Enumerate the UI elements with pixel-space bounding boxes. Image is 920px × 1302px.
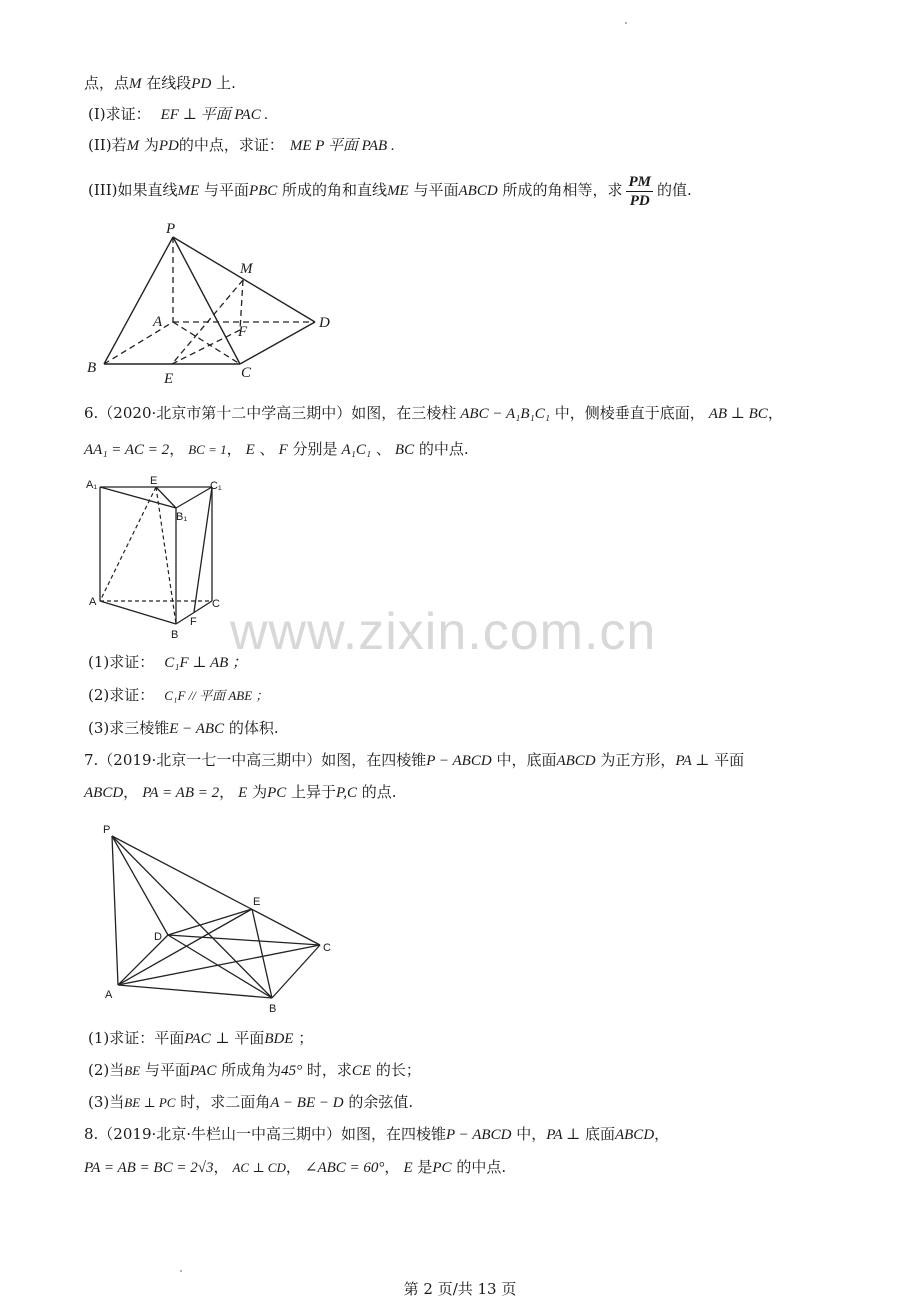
- q7-l2d: ，: [219, 783, 235, 801]
- q7-part1-pac: PAC: [184, 1031, 211, 1047]
- q7-pyr: P − ABCD: [426, 753, 492, 769]
- q5-part2-m: M: [126, 138, 140, 154]
- q7-label-B: B: [269, 1003, 277, 1015]
- intro-prefix: 点，点: [84, 74, 130, 92]
- q5-part2-mid: 为: [139, 136, 159, 154]
- q5-part2-rest: 的中点，求证：: [178, 136, 284, 154]
- q5-part3-c: 所成的角和直线: [277, 181, 388, 199]
- q8-header-d: ，: [654, 1125, 670, 1143]
- q6-part3-tail: 的体积.: [224, 719, 279, 737]
- q6-part1-expr: C₁F ⊥ AB ；: [164, 655, 248, 671]
- watermark-text: www.zixin.com.cn: [230, 603, 657, 661]
- q8-header-c: 底面: [580, 1125, 615, 1143]
- q5-label-C: C: [241, 365, 252, 381]
- corner-dot-bottom: [180, 1270, 182, 1272]
- q6-l2b: ，: [169, 440, 185, 458]
- q7-label-D: D: [154, 931, 162, 943]
- intro-mid: 在线段: [141, 74, 192, 92]
- q7-part2-mid2: 所成角为: [216, 1061, 282, 1079]
- q6-part3-num: (3)求三棱锥: [88, 719, 170, 737]
- q8-l2j: 的中点.: [451, 1158, 507, 1176]
- q7-label-A: A: [105, 989, 113, 1001]
- q7-label-C: C: [323, 942, 331, 954]
- q8-l2h: 是: [412, 1158, 433, 1176]
- q7-part2-tail: 的长；: [371, 1061, 421, 1079]
- q7-part2-ce: CE: [351, 1063, 372, 1079]
- q6-label-C: C: [212, 598, 220, 610]
- q7-part3-expr: BE ⊥ PC: [124, 1095, 176, 1110]
- q7-l2f: 为: [247, 783, 268, 801]
- q5-part3-e: 所成的角相等，求: [497, 181, 623, 199]
- q8-l2d: ，: [285, 1158, 301, 1176]
- q5-label-E: E: [164, 371, 174, 387]
- q7-part2-deg: 45°: [281, 1063, 303, 1079]
- q6-label-C1: C₁: [210, 480, 222, 492]
- q5-part2-pd: PD: [158, 138, 179, 154]
- corner-dot-top: [625, 22, 627, 24]
- q8-pyr: P − ABCD: [446, 1127, 512, 1143]
- q5-part3-f: 的值.: [656, 181, 692, 199]
- q7-part3-num: (3)当: [88, 1093, 125, 1111]
- q8-header: 8.（2019·北京·牛栏山一中高三期中）如图，在四棱锥: [84, 1125, 447, 1143]
- q7-pa: PA ⊥: [675, 753, 710, 769]
- q7-header-b: 中，底面: [491, 751, 557, 769]
- q5-part3-me2: ME: [387, 183, 409, 199]
- q6-label-A: A: [89, 596, 97, 608]
- q6-l2l: 的中点.: [414, 440, 469, 458]
- q6-label-F: F: [190, 616, 197, 628]
- q6-l2f: 、: [254, 440, 275, 458]
- q5-label-A: A: [153, 314, 163, 330]
- q5-label-F: F: [238, 324, 248, 340]
- q5-part3-d: 与平面: [408, 181, 459, 199]
- q5-fraction-den: PD: [629, 192, 650, 209]
- q6-label-B: B: [171, 629, 179, 641]
- q5-part2-expr: ME P 平面 PAB .: [289, 138, 395, 154]
- q7-part3: [88, 1091, 413, 1114]
- q8-line1: [84, 1123, 669, 1146]
- q7-part2-mid: 与平面: [140, 1061, 190, 1079]
- q8-l2i: PC: [432, 1160, 452, 1176]
- q6-cond1-tail: ，: [767, 404, 783, 422]
- q6-l2g: F: [278, 442, 288, 458]
- intro-pd: PD: [191, 76, 212, 92]
- intro-suffix: 上.: [211, 74, 236, 92]
- q5-part3-b: 与平面: [199, 181, 249, 199]
- q5-label-B: B: [87, 360, 97, 376]
- q8-pa: PA ⊥: [546, 1127, 581, 1143]
- q6-l2c: BC = 1: [188, 442, 227, 457]
- q7-part3-ang: A − BE − D: [270, 1095, 344, 1111]
- q6-header-tail: 中，侧棱垂直于底面，: [549, 404, 705, 422]
- q6-prism: ABC − A₁B₁C₁: [460, 406, 550, 422]
- q7-header-c: 为正方形，: [595, 751, 676, 769]
- q5-part3-abcd: ABCD: [458, 183, 498, 199]
- q8-l2c: AC ⊥ CD: [232, 1160, 286, 1175]
- q7-part1-bde: BDE: [264, 1031, 294, 1047]
- q7-label-E: E: [253, 896, 261, 908]
- q8-line2: [84, 1156, 506, 1179]
- q6-l2i: A₁C₁: [341, 442, 372, 458]
- q6-label-B1: B₁: [176, 511, 188, 523]
- q5-part1-expr: EF ⊥ 平面 PAC .: [160, 107, 269, 123]
- q5-part3-pbc: PBC: [248, 183, 278, 199]
- q7-part1: [88, 1027, 313, 1050]
- q5-label-D: D: [319, 315, 330, 331]
- q7-header-d: 平面: [709, 751, 745, 769]
- q7-l2b: ，: [123, 783, 139, 801]
- q7-l2g: PC: [267, 785, 287, 801]
- intro-m: M: [129, 76, 142, 92]
- q5-part3-a: (III)如果直线: [88, 181, 178, 199]
- q6-part2-expr: C₁F // 平面 ABE ；: [164, 688, 269, 703]
- q5-fraction-num: PM: [628, 173, 651, 190]
- q7-l2j: 的点.: [357, 783, 397, 801]
- q6-l2d: ，: [226, 440, 242, 458]
- q7-l2i: P,C: [336, 785, 358, 801]
- q6-label-A1: A₁: [86, 479, 98, 491]
- q6-part3-expr: E − ABC: [169, 721, 225, 737]
- q8-l2g: E: [403, 1160, 413, 1176]
- q8-l2b: ，: [213, 1158, 229, 1176]
- q6-part1-num: (1)求证：: [88, 653, 155, 671]
- q8-header-b: 中，: [511, 1125, 547, 1143]
- q5-part1-num: (I)求证：: [88, 105, 151, 123]
- q6-label-E: E: [150, 475, 158, 487]
- q7-part1-tail: ；: [293, 1029, 314, 1047]
- q7-abcd: ABCD: [556, 753, 596, 769]
- q8-l2f: ，: [384, 1158, 400, 1176]
- q7-part3-mid: 时，求二面角: [175, 1093, 271, 1111]
- q6-part2-num: (2)求证：: [88, 686, 155, 704]
- q6-cond1: AB ⊥ BC: [708, 406, 768, 422]
- q7-part3-tail: 的余弦值.: [343, 1093, 414, 1111]
- q7-l2e: E: [238, 785, 248, 801]
- q5-label-M: M: [240, 261, 253, 277]
- q6-header: 6.（2020·北京市第十二中学高三期中）如图，在三棱柱: [84, 404, 457, 422]
- q7-part1-mid: ⊥ 平面: [210, 1029, 265, 1047]
- q7-part2-mid3: 时，求: [302, 1061, 352, 1079]
- q8-abcd: ABCD: [614, 1127, 655, 1143]
- q8-l2e: ∠ABC = 60°: [304, 1160, 385, 1176]
- q7-l2h: 上异于: [286, 783, 337, 801]
- q6-l2a: AA₁ = AC = 2: [84, 442, 170, 458]
- q6-l2k: BC: [394, 442, 415, 458]
- q7-part2-num: (2)当: [88, 1061, 125, 1079]
- q5-part2-num: (II)若: [88, 136, 127, 154]
- q5-label-P: P: [166, 221, 176, 237]
- q7-header: 7.（2019·北京一七一中高三期中）如图，在四棱锥: [84, 751, 427, 769]
- q8-l2a: PA = AB = BC = 2√3: [84, 1160, 214, 1176]
- q6-l2j: 、: [371, 440, 391, 458]
- q5-part3-me1: ME: [177, 183, 200, 199]
- page-footer: 第 2 页/共 13 页: [403, 1280, 517, 1298]
- q7-part1-num: (1)求证：平面: [88, 1029, 185, 1047]
- q7-part2: [88, 1059, 421, 1082]
- q6-l2e: E: [245, 442, 255, 458]
- q7-part2-be: BE: [124, 1063, 141, 1078]
- q7-l2c: PA = AB = 2: [142, 785, 220, 801]
- q7-part2-pac: PAC: [189, 1063, 217, 1079]
- q7-label-P: P: [103, 824, 111, 836]
- q7-l2a: ABCD: [84, 785, 124, 801]
- q6-l2h: 分别是: [287, 440, 338, 458]
